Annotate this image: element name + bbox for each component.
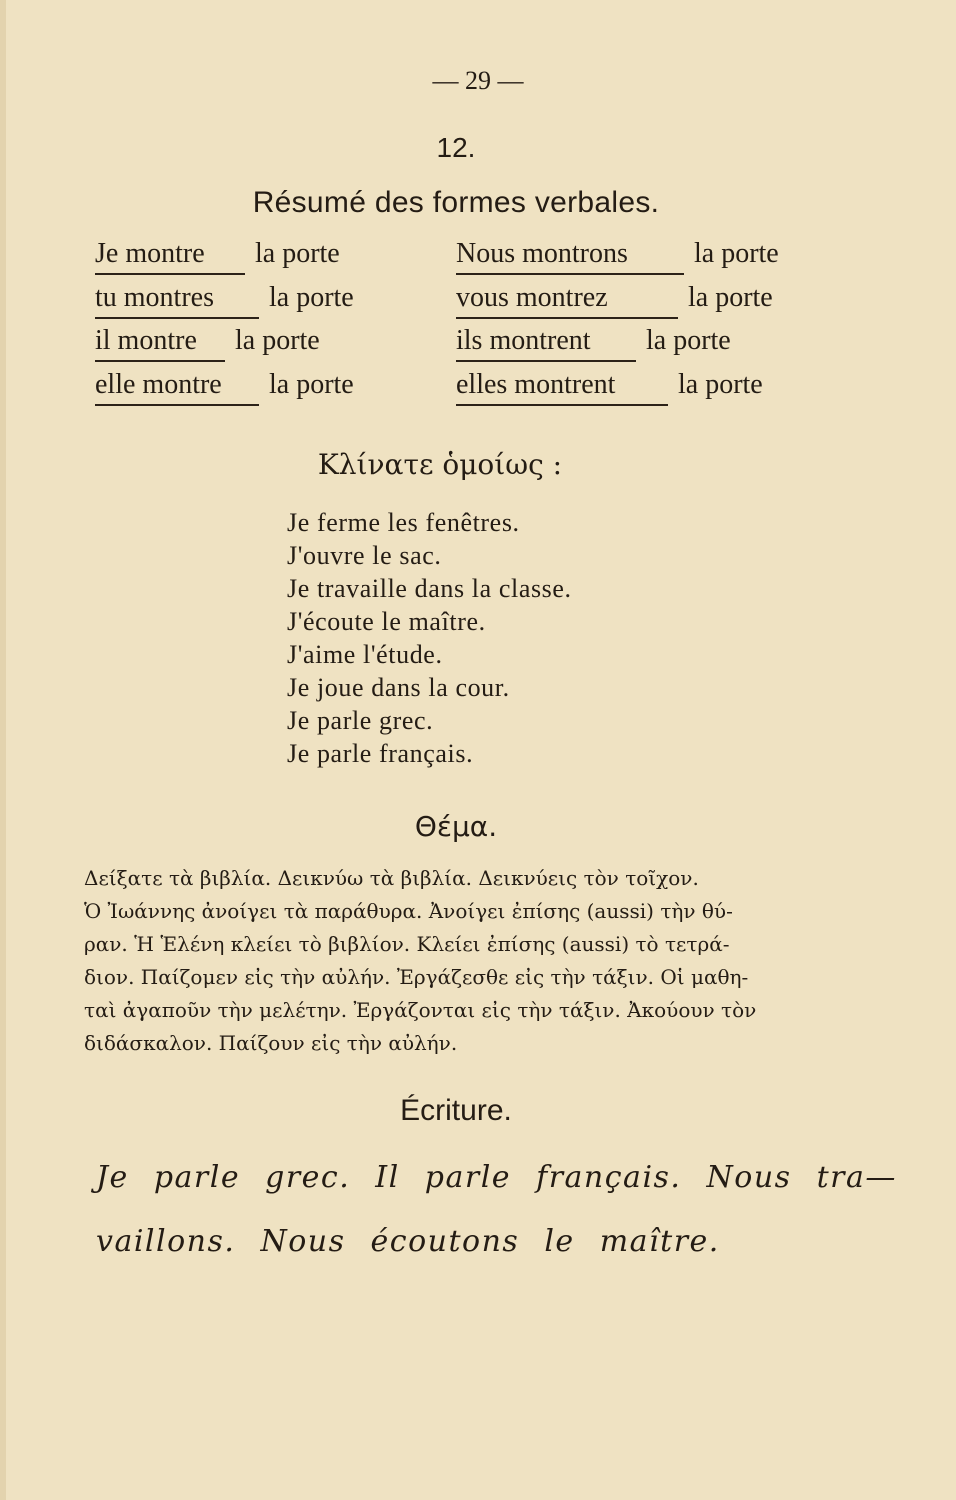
exercise-instruction: Κλίνατε ὁμοίως : — [317, 448, 563, 481]
exercise-sentence: Je parle grec. — [287, 706, 434, 735]
conjugation-row — [95, 232, 354, 276]
conjugation-row — [95, 363, 354, 407]
verb-form: ils montrent — [456, 324, 636, 362]
theme-line: Ὁ Ἰωάννης ἀνοίγει τὰ παράθυρα. Ἀνοίγει ἐπίσης (aussi) τὴν θύ- — [84, 899, 733, 923]
object-phrase: la porte — [678, 368, 763, 400]
exercise-list — [287, 506, 572, 770]
exercise-sentence: J'écoute le maître. — [287, 607, 486, 636]
theme-paragraph — [84, 862, 824, 1060]
conjugation-plural — [456, 232, 779, 406]
exercise-sentence: J'aime l'étude. — [287, 640, 443, 669]
conjugation-row — [456, 232, 779, 276]
exercise-sentence: Je parle français. — [287, 739, 474, 768]
object-phrase: la porte — [269, 368, 354, 400]
cursive-line: Je parle grec. Il parle français. Nous tra— — [96, 1160, 897, 1195]
conjugation-row — [456, 319, 779, 363]
object-phrase: la porte — [235, 325, 320, 356]
object-phrase: la porte — [694, 238, 779, 269]
conjugation-row — [95, 276, 354, 320]
verb-form: vous montrez — [456, 281, 678, 319]
theme-line: Δείξατε τὰ βιβλία. Δεικνύω τὰ βιβλία. Δεικνύεις τὸν τοῖχον. — [84, 866, 699, 890]
conjugation-singular — [95, 232, 354, 406]
conjugation-row — [456, 276, 779, 320]
theme-line: διδάσκαλον. Παίζουν εἰς τὴν αὐλήν. — [84, 1031, 458, 1055]
verb-form: Nous montrons — [456, 237, 684, 275]
object-phrase: la porte — [646, 325, 731, 356]
exercise-sentence: Je ferme les fenêtres. — [287, 508, 520, 537]
verb-form: il montre — [95, 324, 225, 362]
verb-form: tu montres — [95, 281, 259, 319]
page-edge — [0, 0, 6, 1500]
object-phrase: la porte — [255, 238, 340, 269]
exercise-sentence: Je joue dans la cour. — [287, 673, 510, 702]
lesson-number: 12. — [436, 132, 476, 163]
conjugation-row — [456, 363, 779, 407]
theme-line: ραν. Ἡ Ἑλένη κλείει τὸ βιβλίον. Κλείει ἐπίσης (aussi) τὸ τετρά- — [84, 932, 730, 956]
cursive-line: vaillons. Nous écoutons le maître. — [96, 1224, 720, 1259]
object-phrase: la porte — [269, 281, 354, 313]
exercise-sentence: Je travaille dans la classe. — [287, 574, 572, 603]
section-title: Résumé des formes verbales. — [252, 186, 660, 219]
verb-form: elle montre — [95, 368, 259, 406]
object-phrase: la porte — [688, 281, 773, 313]
exercise-sentence: J'ouvre le sac. — [287, 541, 442, 570]
verb-form: Je montre — [95, 237, 245, 275]
theme-line: διον. Παίζομεν εἰς τὴν αὐλήν. Ἐργάζεσθε εἰς τὴν τάξιν. Οἱ μαθη- — [84, 965, 749, 989]
conjugation-row — [95, 319, 354, 363]
page-number: — 29 — — [432, 66, 524, 95]
theme-title: Θέμα. — [414, 810, 498, 843]
writing-title: Écriture. — [400, 1094, 512, 1127]
theme-line: ταὶ ἀγαποῦν τὴν μελέτην. Ἐργάζονται εἰς τὴν τάξιν. Ἀκούουν τὸν — [84, 998, 757, 1022]
verb-form: elles montrent — [456, 368, 668, 406]
